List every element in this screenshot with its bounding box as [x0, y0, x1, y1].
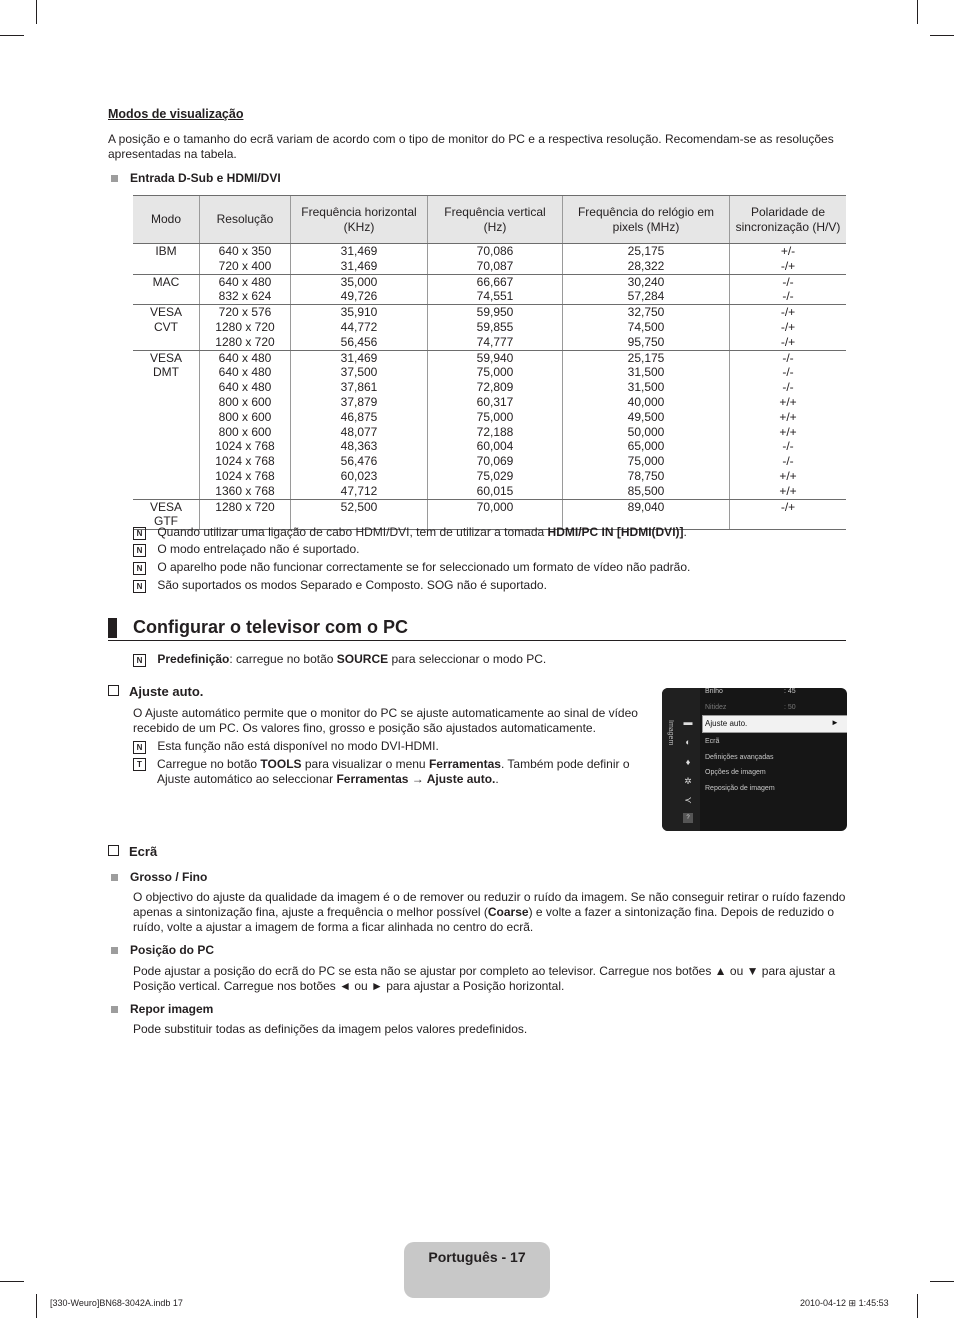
- page-label: Português - 17: [428, 1249, 526, 1265]
- input-icon: ≺: [684, 795, 692, 805]
- tv-menu-screenshot: [662, 688, 847, 831]
- page-number-tab: [404, 1242, 550, 1298]
- table-cell-res: 640 x 480 640 x 480 640 x 480 800 x 600 800 x 600 800 x 600 1024 x 768 1024 x 768 1024 x 768 1360 x 768: [200, 350, 291, 499]
- table-cell-res: 1280 x 720: [200, 499, 291, 530]
- table-cell-res: 640 x 350 720 x 400: [200, 244, 291, 275]
- table-cell-res: 720 x 576 1280 x 720 1280 x 720: [200, 305, 291, 350]
- bullet-entrada: Entrada D-Sub e HDMI/DVI: [111, 171, 281, 186]
- crop-mark: [0, 1281, 24, 1282]
- note-icon: N: [133, 580, 146, 593]
- sound-icon: ◐: [685, 737, 691, 747]
- table-cell-res: 640 x 480 832 x 624: [200, 274, 291, 305]
- ajuste-tools: T Carregue no botão TOOLS para visualizar o menu Ferramentas. Também pode definir o Ajuste automático ao seleccionar Ferramentas → Ajuste auto..: [133, 757, 653, 787]
- note-predefinicao: N Predefinição: carregue no botão SOURCE para seleccionar o modo PC.: [133, 652, 546, 667]
- menu-value-nitidez: : 50: [784, 704, 796, 711]
- table-cell-vfreq: 59,950 59,855 74,777: [428, 305, 563, 350]
- menu-item-opcoes: Opções de imagem: [705, 769, 766, 776]
- bullet-square-icon: [111, 874, 118, 881]
- table-cell-clock: 32,750 74,500 95,750: [563, 305, 730, 350]
- table-cell-hfreq: 35,000 49,726: [291, 274, 428, 305]
- menu-value-brilho: : 45: [784, 688, 796, 695]
- table-cell-hfreq: 35,910 44,772 56,456: [291, 305, 428, 350]
- table-cell-pol: -/+ -/+ -/+: [730, 305, 847, 350]
- menu-item-reposicao: Reposição de imagem: [705, 785, 775, 792]
- table-cell-mode: VESA CVT: [133, 305, 200, 350]
- checkbox-icon: [108, 685, 119, 696]
- bullet-square-icon: [111, 947, 118, 954]
- crop-mark: [917, 0, 918, 24]
- menu-item-ajuste-auto: Ajuste auto.: [705, 719, 748, 728]
- grosso-body: O objectivo do ajuste da qualidade da imagem é o de remover ou reduzir o ruído da imagem. Se não conseguir retirar o ruído fazendo apenas a sintonização fina, ajuste a frequência o melhor possível (Coarse) e volte a fazer a sintonização fina. Depois de reduzido o ruído, volte a ajustar a imagem de forma a ficar alinhada no centro do ecrã.: [133, 890, 846, 934]
- crop-mark: [917, 1294, 918, 1318]
- note-interlaced: N O modo entrelaçado não é suportado.: [133, 542, 359, 557]
- menu-arrow-icon: ►: [831, 718, 839, 727]
- ajuste-note: N Esta função não está disponível no modo DVI-HDMI.: [133, 739, 439, 754]
- note-icon: N: [133, 562, 146, 575]
- table-cell-mode: VESA GTF: [133, 499, 200, 530]
- table-cell-hfreq: 52,500: [291, 499, 428, 530]
- section-title-modos: Modos de visualização: [108, 107, 244, 121]
- col-header: Frequência vertical (Hz): [428, 196, 563, 244]
- bullet-square-icon: [111, 175, 118, 182]
- ajuste-body: O Ajuste automático permite que o monitor do PC se ajuste automaticamente ao sinal de vídeo recebido de um PC. Os valores fino, grosso e posição são ajustados automaticamente.: [133, 706, 638, 735]
- table-row: [133, 305, 846, 350]
- section-title-configurar: Configurar o televisor com o PC: [133, 617, 409, 637]
- help-icon: ?: [683, 813, 693, 823]
- tools-icon: T: [133, 758, 146, 771]
- menu-item-ecra: Ecrã: [705, 738, 720, 745]
- table-cell-clock: 89,040: [563, 499, 730, 530]
- table-row: [133, 350, 846, 499]
- section-bar-icon: [108, 618, 117, 638]
- crop-mark: [930, 1281, 954, 1282]
- crop-mark: [0, 35, 24, 36]
- repor-body: Pode substituir todas as definições da imagem pelos valores predefinidos.: [133, 1022, 528, 1036]
- menu-item-definicoes: Definições avançadas: [705, 754, 774, 761]
- menu-highlight: [702, 715, 847, 733]
- intro-paragraph: A posição e o tamanho do ecrã variam de acordo com o tipo de monitor do PC e a respectiva resolução. Recomendam-se as resoluções apresentadas na tabela.: [108, 132, 834, 161]
- footer-date: 2010-04-12 ⊞ 1:45:53: [800, 1298, 889, 1308]
- menu-item-brilho: Brilho: [705, 688, 723, 695]
- menu-sidebar: [662, 688, 700, 831]
- channel-icon: ♦: [685, 757, 691, 767]
- bullet-posicao: Posição do PC: [111, 943, 214, 958]
- table-cell-mode: IBM: [133, 244, 200, 275]
- checkbox-icon: [108, 845, 119, 856]
- note-hdmi: N Quando utilizar uma ligação de cabo HDMI/DVI, tem de utilizar a tomada HDMI/PC IN [HDMI(DVI)].: [133, 525, 687, 540]
- menu-side-label: Imagem: [667, 720, 674, 746]
- col-header: Frequência horizontal (KHz): [291, 196, 428, 244]
- setup-icon: ✲: [684, 776, 692, 786]
- heading-ajuste-auto: Ajuste auto.: [108, 684, 203, 699]
- col-header: Frequência do relógio em pixels (MHz): [563, 196, 730, 244]
- table-row: [133, 274, 846, 305]
- table-cell-pol: +/- -/+: [730, 244, 847, 275]
- note-icon: N: [133, 654, 146, 667]
- posicao-body: Pode ajustar a posição do ecrã do PC se esta não se ajustar por completo ao televisor. Carregue nos botões ▲ ou ▼ para ajustar a Posição vertical. Carregue nos botões ◄ ou ► para ajustar a Posição horizontal.: [133, 964, 836, 993]
- table-cell-vfreq: 59,940 75,000 72,809 60,317 75,000 72,188 60,004 70,069 75,029 60,015: [428, 350, 563, 499]
- heading-ecra: Ecrã: [108, 844, 157, 859]
- bullet-square-icon: [111, 1006, 118, 1013]
- table-cell-hfreq: 31,469 31,469: [291, 244, 428, 275]
- col-header: Polaridade de sincronização (H/V): [730, 196, 847, 244]
- col-header: Modo: [133, 196, 200, 244]
- section-divider: [108, 640, 846, 641]
- crop-mark: [36, 0, 37, 24]
- table-cell-vfreq: 66,667 74,551: [428, 274, 563, 305]
- table-cell-pol: -/+: [730, 499, 847, 530]
- note-sog: N São suportados os modos Separado e Composto. SOG não é suportado.: [133, 578, 547, 593]
- table-cell-clock: 30,240 57,284: [563, 274, 730, 305]
- table-cell-mode: MAC: [133, 274, 200, 305]
- table-cell-clock: 25,175 31,500 31,500 40,000 49,500 50,000 65,000 75,000 78,750 85,500: [563, 350, 730, 499]
- bullet-grosso: Grosso / Fino: [111, 870, 207, 885]
- display-modes-table: [133, 195, 846, 530]
- table-header-row: [133, 196, 846, 244]
- bullet-repor: Repor imagem: [111, 1002, 213, 1017]
- table-cell-mode: VESA DMT: [133, 350, 200, 499]
- crop-mark: [36, 1294, 37, 1318]
- menu-item-nitidez: Nitidez: [705, 704, 727, 711]
- footer-file: [330-Weuro]BN68-3042A.indb 17: [50, 1298, 183, 1308]
- note-icon: N: [133, 527, 146, 540]
- table-row: [133, 244, 846, 275]
- col-header: Resolução: [200, 196, 291, 244]
- table-cell-hfreq: 31,469 37,500 37,861 37,879 46,875 48,077 48,363 56,476 60,023 47,712: [291, 350, 428, 499]
- note-icon: N: [133, 544, 146, 557]
- crop-mark: [930, 35, 954, 36]
- note-icon: N: [133, 741, 146, 754]
- table-cell-pol: -/- -/-: [730, 274, 847, 305]
- note-nonstandard: N O aparelho pode não funcionar correctamente se for seleccionado um formato de vídeo não padrão.: [133, 560, 690, 575]
- table-cell-clock: 25,175 28,322: [563, 244, 730, 275]
- picture-icon: ▬: [683, 717, 693, 727]
- table-cell-vfreq: 70,000: [428, 499, 563, 530]
- table-cell-pol: -/- -/- -/- +/+ +/+ +/+ -/- -/- +/+ +/+: [730, 350, 847, 499]
- table-cell-vfreq: 70,086 70,087: [428, 244, 563, 275]
